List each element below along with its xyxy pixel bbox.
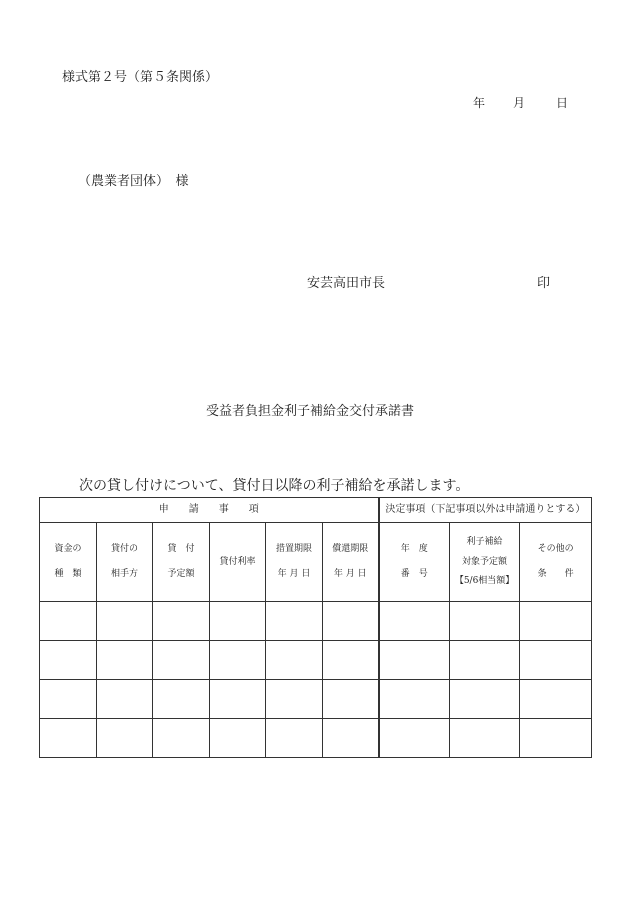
table-cell[interactable]	[450, 719, 520, 758]
table-cell[interactable]	[153, 641, 210, 680]
table-cell[interactable]	[520, 680, 592, 719]
table-cell[interactable]	[450, 641, 520, 680]
table-cell[interactable]	[97, 602, 153, 641]
document-title: 受益者負担金利子補給金交付承諾書	[206, 404, 415, 419]
col-subsidy-target: 利子補給 対象予定額 【5/6相当額】	[450, 523, 520, 602]
date-month: 月	[513, 96, 526, 110]
table-cell[interactable]	[210, 680, 266, 719]
table-row	[40, 719, 592, 758]
table-cell[interactable]	[323, 602, 379, 641]
seal-mark: 印	[537, 276, 551, 291]
table-cell[interactable]	[153, 602, 210, 641]
table-cell[interactable]	[40, 602, 97, 641]
table-cell[interactable]	[97, 719, 153, 758]
table-cell[interactable]	[266, 680, 323, 719]
col-fund-type: 資金の 種 類	[40, 523, 97, 602]
table-row	[40, 641, 592, 680]
issuer: 安芸高田市長	[307, 276, 386, 291]
table-cell[interactable]	[520, 719, 592, 758]
intro-text: 次の貸し付けについて、貸付日以降の利子補給を承諾します。	[79, 478, 470, 494]
table-cell[interactable]	[210, 602, 266, 641]
table-cell[interactable]	[97, 680, 153, 719]
table-cell[interactable]	[210, 719, 266, 758]
date-day: 日	[556, 96, 569, 110]
col-interest-rate: 貸付利率	[210, 523, 266, 602]
table-cell[interactable]	[40, 641, 97, 680]
table-row	[40, 680, 592, 719]
col-repayment-deadline: 償還期限 年 月 日	[323, 523, 379, 602]
table-cell[interactable]	[323, 680, 379, 719]
table-cell[interactable]	[40, 719, 97, 758]
table-cell[interactable]	[153, 719, 210, 758]
table-cell[interactable]	[323, 719, 379, 758]
date-year: 年	[473, 96, 486, 110]
table-cell[interactable]	[266, 602, 323, 641]
table-cell[interactable]	[520, 602, 592, 641]
table-cell[interactable]	[520, 641, 592, 680]
addressee: （農業者団体） 様	[78, 174, 189, 189]
table-cell[interactable]	[450, 602, 520, 641]
table-cell[interactable]	[379, 602, 450, 641]
col-fiscal-year-number: 年 度 番 号	[379, 523, 450, 602]
table-cell[interactable]	[153, 680, 210, 719]
decision-header: 決定事項（下記事項以外は申請通りとする）	[379, 498, 592, 523]
table-cell[interactable]	[450, 680, 520, 719]
table-cell[interactable]	[266, 641, 323, 680]
col-borrower: 貸付の 相手方	[97, 523, 153, 602]
table-cell[interactable]	[379, 719, 450, 758]
table-cell[interactable]	[266, 719, 323, 758]
table-cell[interactable]	[210, 641, 266, 680]
table-cell[interactable]	[40, 680, 97, 719]
application-table	[39, 497, 592, 758]
form-label: 様式第２号（第５条関係）	[62, 70, 219, 85]
column-headers	[40, 523, 592, 602]
col-grace-deadline: 措置期限 年 月 日	[266, 523, 323, 602]
col-planned-amount: 貸 付 予定額	[153, 523, 210, 602]
table-cell[interactable]	[379, 641, 450, 680]
table-cell[interactable]	[323, 641, 379, 680]
col-other-conditions: その他の 条 件	[520, 523, 592, 602]
table-cell[interactable]	[379, 680, 450, 719]
table-cell[interactable]	[97, 641, 153, 680]
table-row	[40, 602, 592, 641]
application-header: 申 請 事 項	[40, 498, 379, 523]
